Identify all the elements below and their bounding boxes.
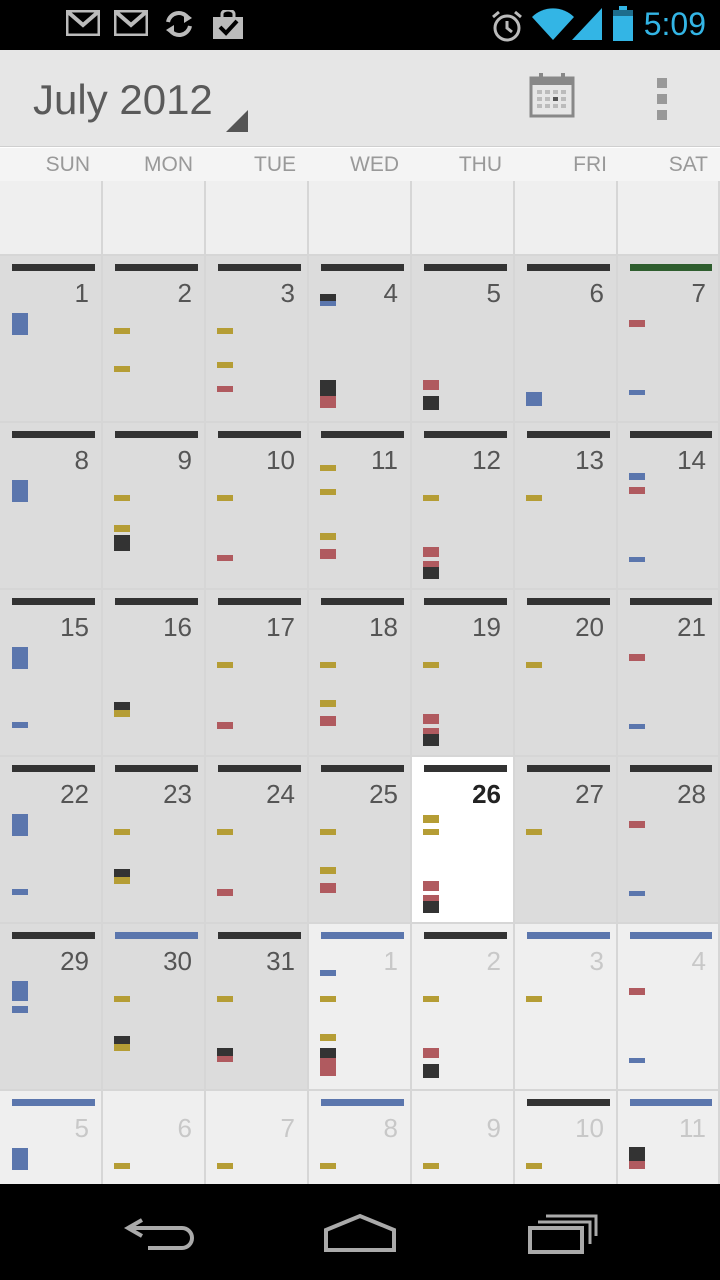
day-number: 26 bbox=[472, 779, 501, 809]
day-number: 11 bbox=[679, 1113, 706, 1143]
weekday-label: SAT bbox=[668, 153, 708, 176]
event-marker[interactable] bbox=[12, 814, 28, 836]
weekday-label: TUE bbox=[254, 153, 296, 176]
day-number: 3 bbox=[589, 946, 604, 976]
day-cell[interactable] bbox=[515, 423, 618, 590]
day-number: 10 bbox=[266, 445, 295, 475]
event-marker[interactable] bbox=[423, 815, 439, 823]
event-marker[interactable] bbox=[114, 829, 130, 835]
day-cell[interactable] bbox=[103, 590, 206, 757]
day-number: 6 bbox=[177, 1113, 192, 1143]
event-marker[interactable] bbox=[114, 1163, 130, 1169]
day-cell[interactable] bbox=[0, 1091, 103, 1184]
event-marker[interactable] bbox=[629, 1147, 645, 1161]
event-marker[interactable] bbox=[217, 1048, 233, 1056]
day-number: 2 bbox=[177, 278, 192, 308]
day-number: 13 bbox=[575, 445, 604, 475]
event-marker[interactable] bbox=[526, 392, 542, 406]
day-number: 8 bbox=[383, 1113, 398, 1143]
day-cell[interactable] bbox=[309, 757, 412, 924]
day-cell[interactable] bbox=[206, 256, 309, 423]
event-marker[interactable] bbox=[629, 487, 645, 494]
event-marker[interactable] bbox=[629, 1058, 645, 1063]
signal-icon bbox=[572, 8, 602, 45]
all-day-event-bar[interactable] bbox=[527, 264, 610, 271]
day-cell[interactable] bbox=[0, 757, 103, 924]
event-marker[interactable] bbox=[629, 557, 645, 562]
all-day-event-bar[interactable] bbox=[630, 431, 712, 438]
event-marker[interactable] bbox=[320, 549, 336, 559]
month-grid bbox=[0, 181, 720, 1184]
all-day-event-bar[interactable] bbox=[424, 598, 507, 605]
event-marker[interactable] bbox=[12, 889, 28, 895]
day-cell[interactable] bbox=[309, 181, 412, 256]
day-cell[interactable] bbox=[412, 256, 515, 423]
day-number: 8 bbox=[74, 445, 89, 475]
event-marker[interactable] bbox=[320, 867, 336, 874]
day-number: 7 bbox=[691, 278, 706, 308]
all-day-event-bar[interactable] bbox=[12, 598, 95, 605]
alarm-icon bbox=[490, 10, 524, 47]
event-marker[interactable] bbox=[320, 380, 336, 396]
day-cell[interactable] bbox=[206, 423, 309, 590]
event-marker[interactable] bbox=[114, 702, 130, 710]
event-marker[interactable] bbox=[320, 489, 336, 495]
day-number: 5 bbox=[486, 278, 501, 308]
event-marker[interactable] bbox=[114, 1044, 130, 1051]
day-number: 24 bbox=[266, 779, 295, 809]
event-marker[interactable] bbox=[526, 662, 542, 668]
all-day-event-bar[interactable] bbox=[630, 932, 712, 939]
event-marker[interactable] bbox=[423, 567, 439, 579]
day-cell[interactable] bbox=[0, 256, 103, 423]
day-number: 2 bbox=[486, 946, 501, 976]
event-marker[interactable] bbox=[629, 988, 645, 995]
all-day-event-bar[interactable] bbox=[321, 598, 404, 605]
all-day-event-bar[interactable] bbox=[321, 932, 404, 939]
all-day-event-bar[interactable] bbox=[630, 264, 712, 271]
event-marker[interactable] bbox=[629, 320, 645, 327]
all-day-event-bar[interactable] bbox=[630, 598, 712, 605]
day-number: 19 bbox=[472, 612, 501, 642]
event-marker[interactable] bbox=[423, 901, 439, 913]
day-number: 20 bbox=[575, 612, 604, 642]
all-day-event-bar[interactable] bbox=[321, 765, 404, 772]
day-number: 27 bbox=[575, 779, 604, 809]
event-marker[interactable] bbox=[114, 1036, 130, 1044]
event-marker[interactable] bbox=[423, 380, 439, 390]
home-button[interactable] bbox=[320, 1208, 400, 1256]
event-marker[interactable] bbox=[423, 1163, 439, 1169]
day-cell[interactable] bbox=[412, 924, 515, 1091]
all-day-event-bar[interactable] bbox=[115, 431, 198, 438]
gmail-icon bbox=[114, 10, 148, 41]
day-cell[interactable] bbox=[618, 1091, 720, 1184]
overflow-dot bbox=[657, 78, 667, 88]
event-marker[interactable] bbox=[12, 647, 28, 669]
event-marker[interactable] bbox=[320, 1048, 336, 1058]
day-number: 11 bbox=[371, 445, 398, 475]
day-number: 14 bbox=[677, 445, 706, 475]
event-marker[interactable] bbox=[217, 555, 233, 561]
day-cell[interactable] bbox=[618, 757, 720, 924]
day-cell[interactable] bbox=[0, 590, 103, 757]
all-day-event-bar[interactable] bbox=[218, 431, 301, 438]
event-marker[interactable] bbox=[114, 495, 130, 501]
event-marker[interactable] bbox=[320, 294, 336, 301]
all-day-event-bar[interactable] bbox=[527, 598, 610, 605]
all-day-event-bar[interactable] bbox=[527, 932, 610, 939]
all-day-event-bar[interactable] bbox=[218, 598, 301, 605]
weekday-label: FRI bbox=[573, 153, 607, 176]
all-day-event-bar[interactable] bbox=[424, 431, 507, 438]
recent-apps-icon bbox=[524, 1208, 604, 1256]
all-day-event-bar[interactable] bbox=[424, 932, 507, 939]
day-number: 16 bbox=[163, 612, 192, 642]
day-number: 5 bbox=[74, 1113, 89, 1143]
day-cell[interactable] bbox=[206, 924, 309, 1091]
event-marker[interactable] bbox=[320, 1058, 336, 1076]
day-cell[interactable] bbox=[206, 1091, 309, 1184]
battery-icon bbox=[612, 6, 634, 47]
event-marker[interactable] bbox=[629, 1161, 645, 1169]
day-cell[interactable] bbox=[309, 924, 412, 1091]
day-number: 6 bbox=[589, 278, 604, 308]
event-marker[interactable] bbox=[217, 1056, 233, 1062]
all-day-event-bar[interactable] bbox=[12, 431, 95, 438]
overflow-dot bbox=[657, 94, 667, 104]
event-marker[interactable] bbox=[12, 480, 28, 502]
all-day-event-bar[interactable] bbox=[424, 765, 507, 772]
event-marker[interactable] bbox=[423, 662, 439, 668]
day-cell[interactable] bbox=[412, 590, 515, 757]
event-marker[interactable] bbox=[114, 328, 130, 334]
back-button[interactable] bbox=[120, 1208, 200, 1256]
day-cell[interactable] bbox=[206, 181, 309, 256]
day-cell[interactable] bbox=[0, 181, 103, 256]
day-cell[interactable] bbox=[309, 256, 412, 423]
all-day-event-bar[interactable] bbox=[424, 264, 507, 271]
day-cell[interactable] bbox=[618, 256, 720, 423]
event-marker[interactable] bbox=[629, 724, 645, 729]
day-number: 23 bbox=[163, 779, 192, 809]
event-marker[interactable] bbox=[526, 996, 542, 1002]
event-marker[interactable] bbox=[423, 547, 439, 557]
event-marker[interactable] bbox=[320, 396, 336, 408]
day-number: 3 bbox=[280, 278, 295, 308]
event-marker[interactable] bbox=[629, 654, 645, 661]
month-title[interactable]: July 2012 bbox=[33, 76, 213, 123]
overflow-menu-button[interactable] bbox=[648, 74, 678, 124]
event-marker[interactable] bbox=[217, 996, 233, 1002]
day-cell[interactable] bbox=[515, 757, 618, 924]
event-marker[interactable] bbox=[423, 1048, 439, 1058]
day-cell[interactable] bbox=[103, 757, 206, 924]
day-number: 10 bbox=[575, 1113, 604, 1143]
day-cell[interactable] bbox=[412, 423, 515, 590]
event-marker[interactable] bbox=[320, 1034, 336, 1041]
event-marker[interactable] bbox=[320, 996, 336, 1002]
day-number: 9 bbox=[177, 445, 192, 475]
day-number: 4 bbox=[691, 946, 706, 976]
weekday-header bbox=[0, 147, 720, 182]
all-day-event-bar[interactable] bbox=[630, 765, 712, 772]
clock: 5:09 bbox=[643, 6, 706, 42]
event-marker[interactable] bbox=[217, 829, 233, 835]
all-day-event-bar[interactable] bbox=[321, 431, 404, 438]
event-marker[interactable] bbox=[217, 386, 233, 392]
event-marker[interactable] bbox=[114, 525, 130, 532]
event-marker[interactable] bbox=[217, 495, 233, 501]
event-marker[interactable] bbox=[423, 1064, 439, 1078]
day-cell[interactable] bbox=[515, 1091, 618, 1184]
all-day-event-bar[interactable] bbox=[218, 765, 301, 772]
day-cell[interactable] bbox=[618, 181, 720, 256]
event-marker[interactable] bbox=[114, 366, 130, 372]
event-marker[interactable] bbox=[320, 465, 336, 471]
event-marker[interactable] bbox=[217, 662, 233, 668]
event-marker[interactable] bbox=[114, 535, 130, 551]
event-marker[interactable] bbox=[12, 981, 28, 1001]
event-marker[interactable] bbox=[526, 1163, 542, 1169]
all-day-event-bar[interactable] bbox=[630, 1099, 712, 1106]
event-marker[interactable] bbox=[12, 313, 28, 335]
status-bar bbox=[0, 0, 720, 50]
weekday-label: MON bbox=[144, 153, 193, 176]
day-number: 25 bbox=[369, 779, 398, 809]
day-cell[interactable] bbox=[103, 256, 206, 423]
event-marker[interactable] bbox=[320, 716, 336, 726]
day-cell[interactable] bbox=[412, 1091, 515, 1184]
event-marker[interactable] bbox=[320, 1163, 336, 1169]
day-cell[interactable] bbox=[515, 256, 618, 423]
back-icon bbox=[120, 1208, 200, 1256]
event-marker[interactable] bbox=[320, 301, 336, 306]
day-number: 18 bbox=[369, 612, 398, 642]
event-marker[interactable] bbox=[423, 881, 439, 891]
event-marker[interactable] bbox=[423, 495, 439, 501]
event-marker[interactable] bbox=[320, 533, 336, 540]
day-number: 12 bbox=[472, 445, 501, 475]
all-day-event-bar[interactable] bbox=[115, 932, 198, 939]
day-number: 7 bbox=[280, 1113, 295, 1143]
day-number: 17 bbox=[266, 612, 295, 642]
event-marker[interactable] bbox=[114, 869, 130, 877]
day-cell[interactable] bbox=[0, 924, 103, 1091]
event-marker[interactable] bbox=[423, 396, 439, 410]
day-cell[interactable] bbox=[206, 590, 309, 757]
weekday-label: WED bbox=[350, 153, 399, 176]
all-day-event-bar[interactable] bbox=[12, 765, 95, 772]
day-cell[interactable] bbox=[618, 590, 720, 757]
day-cell[interactable] bbox=[515, 590, 618, 757]
day-cell[interactable] bbox=[309, 590, 412, 757]
month-spinner-icon[interactable] bbox=[226, 110, 248, 132]
day-cell[interactable] bbox=[0, 423, 103, 590]
day-cell[interactable] bbox=[309, 1091, 412, 1184]
day-cell[interactable] bbox=[103, 181, 206, 256]
day-cell[interactable] bbox=[515, 181, 618, 256]
day-number: 1 bbox=[383, 946, 398, 976]
day-cell[interactable] bbox=[103, 1091, 206, 1184]
event-marker[interactable] bbox=[629, 390, 645, 395]
day-cell[interactable] bbox=[412, 181, 515, 256]
day-number: 9 bbox=[486, 1113, 501, 1143]
all-day-event-bar[interactable] bbox=[12, 932, 95, 939]
event-marker[interactable] bbox=[629, 821, 645, 828]
all-day-event-bar[interactable] bbox=[527, 1099, 610, 1106]
event-marker[interactable] bbox=[217, 328, 233, 334]
gmail-icon bbox=[66, 10, 100, 41]
event-marker[interactable] bbox=[629, 891, 645, 896]
day-number: 30 bbox=[163, 946, 192, 976]
event-marker[interactable] bbox=[320, 700, 336, 707]
all-day-event-bar[interactable] bbox=[218, 264, 301, 271]
day-number: 22 bbox=[60, 779, 89, 809]
event-marker[interactable] bbox=[320, 883, 336, 893]
day-cell[interactable] bbox=[412, 757, 515, 924]
event-marker[interactable] bbox=[217, 1163, 233, 1169]
event-marker[interactable] bbox=[320, 662, 336, 668]
all-day-event-bar[interactable] bbox=[115, 765, 198, 772]
weekday-label: SUN bbox=[45, 153, 90, 176]
day-number: 4 bbox=[383, 278, 398, 308]
event-marker[interactable] bbox=[423, 734, 439, 746]
event-marker[interactable] bbox=[423, 829, 439, 835]
all-day-event-bar[interactable] bbox=[321, 264, 404, 271]
event-marker[interactable] bbox=[114, 877, 130, 884]
day-number: 28 bbox=[677, 779, 706, 809]
all-day-event-bar[interactable] bbox=[115, 264, 198, 271]
recent-apps-button[interactable] bbox=[524, 1208, 604, 1256]
overflow-dot bbox=[657, 110, 667, 120]
day-cell[interactable] bbox=[309, 423, 412, 590]
day-number: 1 bbox=[74, 278, 89, 308]
all-day-event-bar[interactable] bbox=[321, 1099, 404, 1106]
day-cell[interactable] bbox=[515, 924, 618, 1091]
event-marker[interactable] bbox=[320, 829, 336, 835]
day-cell[interactable] bbox=[618, 924, 720, 1091]
day-number: 21 bbox=[677, 612, 706, 642]
day-number: 31 bbox=[266, 946, 295, 976]
day-cell[interactable] bbox=[103, 423, 206, 590]
day-cell[interactable] bbox=[103, 924, 206, 1091]
event-marker[interactable] bbox=[12, 722, 28, 728]
event-marker[interactable] bbox=[217, 889, 233, 896]
event-marker[interactable] bbox=[114, 710, 130, 717]
all-day-event-bar[interactable] bbox=[527, 431, 610, 438]
sync-icon bbox=[164, 10, 194, 43]
event-marker[interactable] bbox=[526, 829, 542, 835]
event-marker[interactable] bbox=[320, 970, 336, 976]
day-number: 29 bbox=[60, 946, 89, 976]
all-day-event-bar[interactable] bbox=[12, 264, 95, 271]
go-to-today-button[interactable] bbox=[520, 66, 584, 130]
day-number: 15 bbox=[60, 612, 89, 642]
action-bar bbox=[0, 50, 720, 147]
calendar-today-icon bbox=[520, 66, 584, 130]
all-day-event-bar[interactable] bbox=[527, 765, 610, 772]
event-marker[interactable] bbox=[217, 362, 233, 368]
event-marker[interactable] bbox=[629, 473, 645, 480]
all-day-event-bar[interactable] bbox=[12, 1099, 95, 1106]
all-day-event-bar[interactable] bbox=[115, 598, 198, 605]
navigation-bar bbox=[0, 1184, 720, 1280]
event-marker[interactable] bbox=[12, 1148, 28, 1170]
day-cell[interactable] bbox=[618, 423, 720, 590]
day-cell[interactable] bbox=[206, 757, 309, 924]
home-icon bbox=[320, 1208, 400, 1256]
event-marker[interactable] bbox=[423, 996, 439, 1002]
event-marker[interactable] bbox=[114, 996, 130, 1002]
market-bag-icon bbox=[212, 10, 244, 45]
event-marker[interactable] bbox=[12, 1006, 28, 1013]
event-marker[interactable] bbox=[526, 495, 542, 501]
event-marker[interactable] bbox=[423, 714, 439, 724]
all-day-event-bar[interactable] bbox=[218, 932, 301, 939]
weekday-label: THU bbox=[458, 153, 502, 176]
event-marker[interactable] bbox=[217, 722, 233, 729]
wifi-icon bbox=[532, 8, 574, 45]
